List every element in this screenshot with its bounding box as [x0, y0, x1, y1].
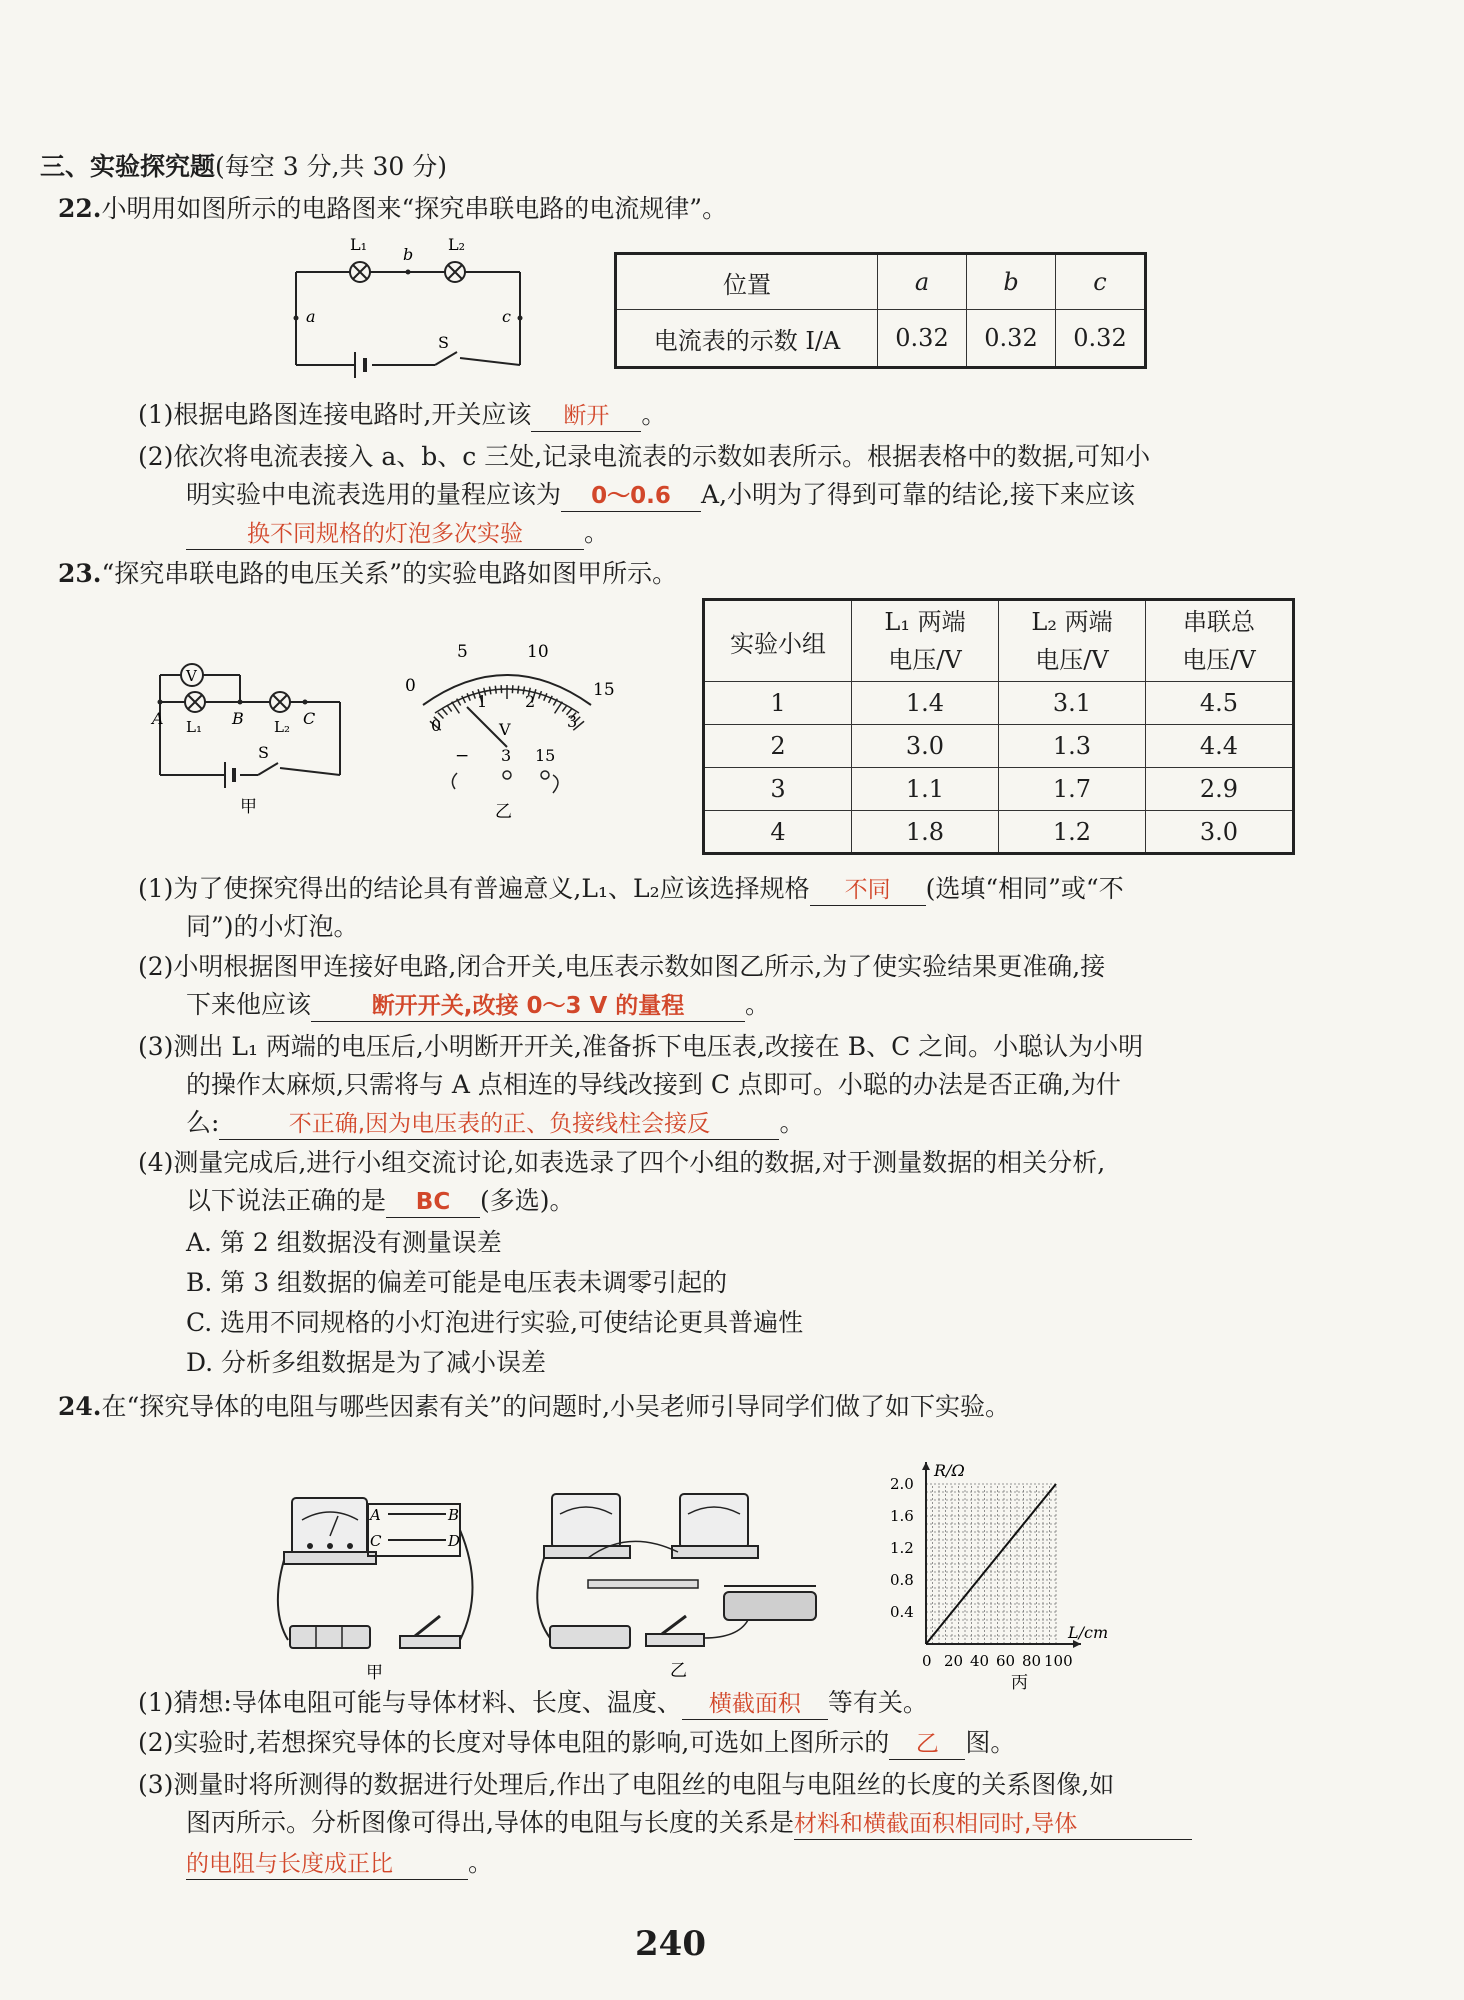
q24-stem-text: 在“探究导体的电阻与哪些因素有关”的问题时,小吴老师引导同学们做了如下实验。: [101, 1392, 1011, 1421]
q23-part3-line3: [186, 1106, 804, 1140]
q23-th-total-b: 电压/V: [1182, 646, 1256, 674]
q22-value-c: 0.32: [1056, 310, 1146, 368]
chart-ylabel: R/Ω: [934, 1461, 965, 1480]
q24-p3-text: 图丙所示。分析图像可得出,导体的电阻与长度的关系是: [186, 1808, 794, 1837]
q24-p3-end: 。: [468, 1848, 494, 1877]
yi-term-neg: −: [455, 746, 470, 766]
q23-part4-line1: (4)测量完成后,进行小组交流讨论,如表选录了四个小组的数据,对于测量数据的相关分析,: [138, 1148, 1106, 1177]
chart-caption: 丙: [1011, 1673, 1028, 1693]
section-title: 三、实验探究题: [40, 152, 216, 181]
q23-p3-answer: 不正确,因为电压表的正、负接线柱会接反: [219, 1109, 779, 1140]
q24-jia-caption: 甲: [366, 1663, 383, 1683]
q22-label-c: c: [502, 307, 511, 326]
yi-bot-0: 0: [431, 716, 442, 735]
chart-xlabel: L/cm: [1068, 1623, 1109, 1642]
scale-tick: [562, 705, 567, 711]
page-number: 240: [635, 1924, 706, 1964]
q23-th-l1-a: L₁ 两端: [884, 608, 966, 636]
table-row: [704, 768, 1294, 811]
q22-label-a: a: [306, 307, 316, 326]
q23-th-l2-a: L₂ 两端: [1031, 608, 1113, 636]
chart-ytick-label: 2.0: [890, 1475, 914, 1493]
q23-p1-text2: (选填“相同”或“不: [925, 874, 1124, 903]
q24-label-d: D: [448, 1532, 461, 1550]
q23-option-d: D. 分析多组数据是为了减小误差: [186, 1348, 547, 1377]
q22-p2-answer2: 换不同规格的灯泡多次实验: [186, 519, 584, 550]
q23-jia-l2: L₂: [274, 718, 290, 736]
voltmeter-icon: [680, 1494, 748, 1548]
q23-p1-text: (1)为了使探究得出的结论具有普遍意义,L₁、L₂应该选择规格: [138, 874, 810, 903]
ammeter-icon: [552, 1494, 620, 1548]
yi-term-3: 3: [501, 746, 512, 765]
q24-label-a: A: [370, 1506, 381, 1524]
scale-tick: [442, 709, 447, 715]
chart-xtick-label: 20: [944, 1652, 964, 1670]
q22-th-c: c: [1056, 254, 1146, 310]
q24-p2-text: (2)实验时,若想探究导体的长度对导体电阻的影响,可选如上图所示的: [138, 1728, 890, 1757]
chart-ytick-label: 1.6: [890, 1507, 914, 1525]
chart-y-arrow: [922, 1462, 930, 1470]
yi-top-10: 10: [527, 642, 549, 662]
chart-xtick-label: 80: [1022, 1652, 1042, 1670]
yi-top-0: 0: [405, 676, 416, 696]
q23-th-l1-b: 电压/V: [888, 646, 962, 674]
q23-stem: [58, 557, 677, 591]
q23-lamp-l2: [270, 692, 290, 712]
q22-th-b: b: [967, 254, 1056, 310]
q23-p4-answer: BC: [386, 1187, 480, 1218]
cell: 4.4: [1146, 725, 1294, 768]
q22-stem-text: 小明用如图所示的电路图来“探究串联电路的电流规律”。: [101, 194, 728, 223]
q22-stem: [58, 192, 727, 226]
yi-bot-2: 2: [525, 692, 536, 711]
q23-p2-end: 。: [745, 990, 771, 1019]
q22-part2-line1: (2)依次将电流表接入 a、b、c 三处,记录电流表的示数如表所示。根据表格中的数据,可知小: [138, 442, 1151, 471]
q24-part1: [138, 1686, 928, 1720]
q22-label-l2: L₂: [448, 235, 466, 254]
q24-p2-end: 图。: [965, 1728, 1016, 1757]
chart-xtick-label: 40: [970, 1652, 990, 1670]
q22-number: 22.: [58, 194, 102, 223]
q23-p4-text: 以下说法正确的是: [186, 1186, 387, 1215]
q23-p4-end: (多选)。: [480, 1186, 575, 1215]
q23-circuit-jia: [140, 640, 350, 820]
cell: 2: [704, 725, 852, 768]
scale-tick: [518, 686, 519, 694]
q23-th-l2-b: 电压/V: [1035, 646, 1109, 674]
q23-part4-line2: [186, 1184, 575, 1218]
cell: 3.0: [852, 725, 999, 768]
q23-voltmeter-yi: [395, 635, 625, 825]
q22-th-position: 位置: [616, 254, 878, 310]
q22-current-table: [614, 252, 1147, 369]
q24-label-c: C: [370, 1532, 382, 1550]
resistance-wire: [588, 1580, 698, 1588]
table-row: [704, 811, 1294, 854]
q22-value-b: 0.32: [967, 310, 1056, 368]
cell: 2.9: [1146, 768, 1294, 811]
q24-stem: [58, 1390, 1010, 1424]
q24-p2-answer: 乙: [889, 1729, 965, 1760]
q23-jia-a: A: [152, 709, 164, 728]
q22-p1-answer: 断开: [531, 401, 641, 432]
chart-xtick-label: 0: [922, 1652, 932, 1670]
yi-top-15: 15: [593, 680, 615, 700]
q24-number: 24.: [58, 1392, 102, 1421]
q24-part3-line1: (3)测量时将所测得的数据进行处理后,作出了电阻丝的电阻与电阻丝的长度的关系图像,如: [138, 1770, 1115, 1799]
q22-p2-text: 明实验中电流表选用的量程应该为: [186, 480, 562, 509]
q23-part3-line1: (3)测出 L₁ 两端的电压后,小明断开开关,准备拆下电压表,改接在 B、C 之间。小聪认为小明: [138, 1032, 1144, 1061]
q22-part2-line3: [186, 516, 609, 550]
q23-part2-line2: [186, 988, 770, 1022]
q22-p1-end: 。: [641, 400, 667, 429]
cell: 3: [704, 768, 852, 811]
section-score: (每空 3 分,共 30 分): [215, 152, 447, 181]
q23-option-a: A. 第 2 组数据没有测量误差: [186, 1228, 502, 1257]
q23-voltage-table: [702, 598, 1295, 855]
rheostat-icon: [724, 1592, 816, 1620]
chart-ytick-label: 0.4: [890, 1603, 914, 1621]
chart-xtick-label: 100: [1044, 1652, 1073, 1670]
q22-th-a: a: [878, 254, 967, 310]
q23-p2-text: 下来他应该: [186, 990, 312, 1019]
q23-option-c: C. 选用不同规格的小灯泡进行实验,可使结论更具普遍性: [186, 1308, 804, 1337]
q24-label-b: B: [448, 1506, 460, 1524]
q22-label-b: b: [403, 245, 414, 264]
cell: 3.1: [999, 682, 1146, 725]
cell: 1.7: [999, 768, 1146, 811]
q23-th-l1: [852, 600, 999, 682]
q24-p1-end: 等有关。: [827, 1688, 928, 1717]
q23-part2-line1: (2)小明根据图甲连接好电路,闭合开关,电压表示数如图乙所示,为了使实验结果更准确,接: [138, 952, 1106, 981]
switch-icon: [400, 1636, 460, 1648]
switch-icon: [646, 1634, 704, 1646]
section-header: [40, 150, 447, 184]
yi-term-15: 15: [535, 746, 556, 765]
q23-stem-text: “探究串联电路的电压关系”的实验电路如图甲所示。: [101, 559, 678, 588]
q23-jia-l1: L₁: [186, 718, 202, 736]
q24-p3-answer1: 材料和横截面积相同时,导体: [794, 1809, 1192, 1840]
yi-bot-1: 1: [477, 692, 488, 711]
q23-part1-line2: 同”)的小灯泡。: [186, 912, 359, 941]
q23-jia-caption: 甲: [240, 797, 257, 817]
q22-p2-text2: A,小明为了得到可靠的结论,接下来应该: [701, 480, 1135, 509]
chart-ytick-label: 0.8: [890, 1571, 914, 1589]
q22-label-s: S: [438, 333, 449, 352]
q24-part2: [138, 1726, 1015, 1760]
cell: 4.5: [1146, 682, 1294, 725]
q22-p2-end: 。: [584, 518, 610, 547]
q22-lamp-l2: [445, 262, 465, 282]
q24-p3-answer2: 的电阻与长度成正比: [186, 1849, 468, 1880]
scale-tick: [489, 687, 490, 695]
q22-part2-line2: [186, 478, 1135, 512]
q23-th-total: [1146, 600, 1294, 682]
q22-circuit-diagram: [270, 230, 540, 390]
chart-xtick-label: 60: [996, 1652, 1016, 1670]
resistance-board: [368, 1504, 460, 1556]
scale-tick: [555, 702, 563, 714]
cell: 4: [704, 811, 852, 854]
q22-lamp-l1: [350, 262, 370, 282]
q24-apparatus-yi: [528, 1488, 838, 1681]
q22-row-label: 电流表的示数 I/A: [616, 310, 878, 368]
q24-yi-caption: 乙: [670, 1661, 687, 1681]
q23-p3-text: 么:: [186, 1108, 220, 1137]
cell: 1.3: [999, 725, 1146, 768]
q23-number: 23.: [58, 559, 102, 588]
q22-part1: [138, 398, 666, 432]
cell: 1.2: [999, 811, 1146, 854]
battery-icon: [290, 1626, 370, 1648]
cell: 1.4: [852, 682, 999, 725]
q23-jia-c: C: [303, 709, 316, 728]
yi-bot-3: 3: [567, 712, 578, 731]
q23-part1-line1: [138, 872, 1124, 906]
q22-p1-text: (1)根据电路图连接电路时,开关应该: [138, 400, 532, 429]
q23-th-l2: [999, 600, 1146, 682]
q22-value-a: 0.32: [878, 310, 967, 368]
cell: 1.1: [852, 768, 999, 811]
q23-th-total-a: 串联总: [1183, 608, 1255, 636]
q23-option-b: B. 第 3 组数据的偏差可能是电压表未调零引起的: [186, 1268, 728, 1297]
scale-tick: [495, 686, 496, 694]
q24-graph-bing: [880, 1432, 1170, 1693]
cell: 3.0: [1146, 811, 1294, 854]
q24-apparatus-jia: [270, 1490, 495, 1683]
cell: 1: [704, 682, 852, 725]
q23-th-group: 实验小组: [704, 600, 852, 682]
q24-p1-text: (1)猜想:导体电阻可能与导体材料、长度、温度、: [138, 1688, 682, 1717]
q24-p1-answer: 横截面积: [682, 1689, 828, 1720]
q24-part3-line2: [186, 1806, 1192, 1840]
chart-ytick-label: 1.2: [890, 1539, 914, 1557]
battery-icon: [550, 1626, 630, 1648]
q23-jia-v: V: [186, 667, 197, 685]
yi-unit: V: [499, 720, 511, 739]
q23-part3-line2: 的操作太麻烦,只需将与 A 点相连的导线改接到 C 点即可。小聪的办法是否正确,为什: [186, 1070, 1121, 1099]
table-row: [704, 682, 1294, 725]
q23-jia-b: B: [232, 709, 244, 728]
q24-part3-line3: [186, 1846, 493, 1880]
q23-p1-answer: 不同: [810, 875, 926, 906]
q23-p3-end: 。: [779, 1108, 805, 1137]
q23-lamp-l1: [185, 692, 205, 712]
q23-jia-s: S: [258, 743, 269, 762]
q22-label-l1: L₁: [350, 235, 368, 254]
q23-yi-caption: 乙: [495, 802, 512, 822]
scale-tick: [452, 702, 460, 714]
yi-top-5: 5: [457, 642, 468, 662]
q23-p2-answer: 断开开关,改接 0～3 V 的量程: [311, 991, 745, 1022]
table-row: [704, 725, 1294, 768]
q22-p2-answer1: 0～0.6: [561, 481, 701, 512]
cell: 1.8: [852, 811, 999, 854]
scale-tick: [447, 705, 452, 711]
